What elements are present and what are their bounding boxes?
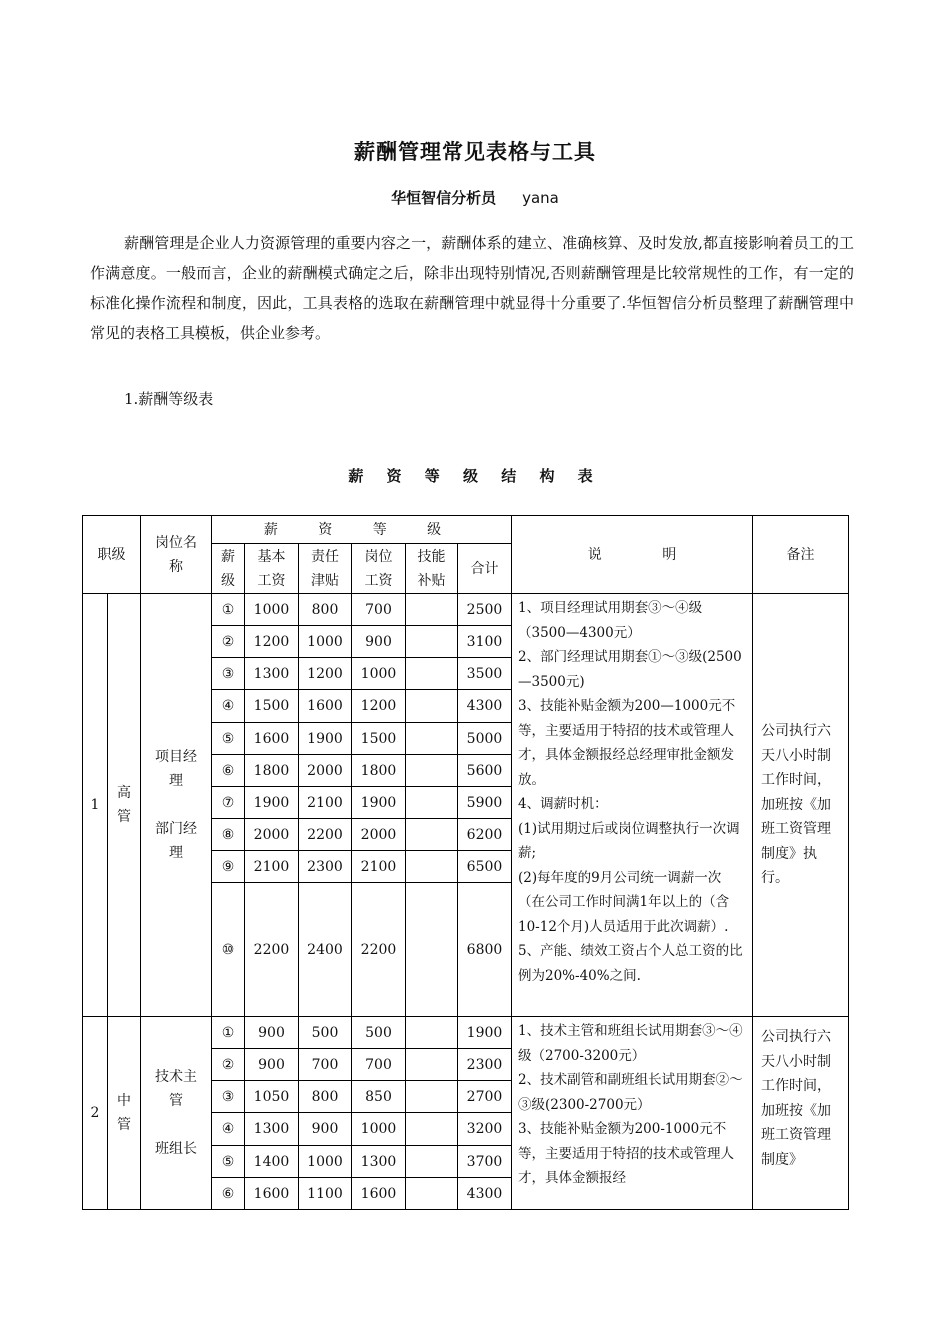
g2-r6-grade: ⑥ — [212, 1178, 245, 1210]
g2-r1-base: 900 — [245, 1017, 299, 1049]
g2-r2-duty: 700 — [299, 1049, 352, 1081]
g1-r6-total: 5600 — [458, 755, 512, 787]
g2-r4-post: 1000 — [352, 1113, 406, 1146]
header-base — [245, 544, 299, 594]
group-1-remark: 公司执行六天八小时制工作时间，加班按《加班工资管理制度》执行。 — [753, 594, 849, 1017]
g1-expl-6: (2)每年度的9月公司统一调薪一次（在公司工作时间满1年以上的（含10-12个月)人员适用于此次调薪）. — [518, 869, 730, 935]
g2-r4-duty: 900 — [299, 1113, 352, 1146]
g1-r6-base: 1800 — [245, 755, 299, 787]
g1-expl-4: 4、调薪时机： — [518, 796, 608, 812]
g2-r4-skill — [406, 1113, 458, 1146]
header-grade — [212, 544, 245, 594]
g1-r4-grade: ④ — [212, 690, 245, 723]
g1-r1-total: 2500 — [458, 594, 512, 626]
g2-r6-base: 1600 — [245, 1178, 299, 1210]
g1-r9-post: 2100 — [352, 851, 406, 883]
group-2-positions — [141, 1017, 212, 1210]
g2-r3-duty: 800 — [299, 1081, 352, 1113]
g2-r6-skill — [406, 1178, 458, 1210]
g1-r4-duty: 1600 — [299, 690, 352, 723]
g1-r10-base: 2200 — [245, 883, 299, 1017]
header-explanation: 说 明 — [512, 516, 753, 594]
group-2-remark: 公司执行六天八小时制工作时间，加班按《加班工资管理制度》 — [753, 1017, 849, 1210]
g2-expl-1: 1、技术主管和班组长试用期套③～④级（2700-3200元） — [518, 1023, 743, 1064]
g1-r3-skill — [406, 658, 458, 690]
author-label: 华恒智信分析员 — [391, 189, 497, 207]
group-2-explanation — [512, 1017, 753, 1210]
group-2-level-text: 中管 — [117, 1093, 131, 1133]
g1-r10-skill — [406, 883, 458, 1017]
g1-r7-skill — [406, 787, 458, 819]
g1-r4-post: 1200 — [352, 690, 406, 723]
group-1-position-2: 部门经理 — [155, 821, 197, 861]
g1-r5-base: 1600 — [245, 723, 299, 755]
salary-grade-table — [82, 515, 849, 1210]
g1-expl-5: (1)试用期过后或岗位调整执行一次调薪; — [518, 820, 740, 861]
g2-r2-post: 700 — [352, 1049, 406, 1081]
group-2-position-2: 班组长 — [155, 1141, 197, 1157]
header-base-text: 基本工资 — [257, 548, 286, 589]
group-2-explanation-list — [518, 1019, 748, 1191]
g2-r5-total: 3700 — [458, 1146, 512, 1178]
g1-expl-2: 2、部门经理试用期套①～③级(2500—3500元) — [518, 649, 742, 690]
header-salary-grade: 薪 资 等 级 — [212, 516, 512, 544]
g2-r1-grade: ① — [212, 1017, 245, 1049]
g1-r2-post: 900 — [352, 626, 406, 658]
group-1-no: 1 — [83, 594, 108, 1017]
g2-r3-base: 1050 — [245, 1081, 299, 1113]
author-name: yana — [522, 189, 559, 207]
g1-r2-base: 1200 — [245, 626, 299, 658]
g2-r5-grade: ⑤ — [212, 1146, 245, 1178]
g1-r2-skill — [406, 626, 458, 658]
g2-r3-post: 850 — [352, 1081, 406, 1113]
g1-expl-1: 1、项目经理试用期套③～④级（3500—4300元） — [518, 600, 703, 641]
g1-r9-duty: 2300 — [299, 851, 352, 883]
group-1-explanation-list — [518, 596, 748, 988]
g2-r2-total: 2300 — [458, 1049, 512, 1081]
g2-r4-total: 3200 — [458, 1113, 512, 1146]
g1-r9-skill — [406, 851, 458, 883]
g1-r6-grade: ⑥ — [212, 755, 245, 787]
group-1-position-1: 项目经理 — [155, 749, 197, 789]
g1-r6-skill — [406, 755, 458, 787]
g1-r1-duty: 800 — [299, 594, 352, 626]
g1-r8-duty: 2200 — [299, 819, 352, 851]
g2-r2-skill — [406, 1049, 458, 1081]
g2-expl-3: 3、技能补贴金额为200-1000元不等，主要适用于特招的技术或管理人才，具体金额报经 — [518, 1121, 734, 1186]
g2-r6-duty: 1100 — [299, 1178, 352, 1210]
g1-expl-7: 5、产能、绩效工资占个人总工资的比例为20%-40%之间. — [518, 943, 743, 984]
group-2-level — [108, 1017, 141, 1210]
g1-r4-total: 4300 — [458, 690, 512, 723]
header-post — [352, 544, 406, 594]
g1-r6-post: 1800 — [352, 755, 406, 787]
g1-r10-duty: 2400 — [299, 883, 352, 1017]
intro-paragraph: 薪酬管理是企业人力资源管理的重要内容之一，薪酬体系的建立、准确核算、及时发放,都直接影响着员工的工作满意度。一般而言，企业的薪酬模式确定之后，除非出现特别情况,否则薪酬管理是比较常规性的工作，有一定的标准化操作流程和制度，因此，工具表格的选取在薪酬管理中就显得十分重要了.华恒智信分析员整理了薪酬管理中常见的表格工具模板，供企业参考。 — [90, 234, 854, 342]
g1-r7-duty: 2100 — [299, 787, 352, 819]
g1-r1-skill — [406, 594, 458, 626]
g2-r3-grade: ③ — [212, 1081, 245, 1113]
g1-r10-grade: ⑩ — [212, 883, 245, 1017]
g1-r8-grade: ⑧ — [212, 819, 245, 851]
g1-expl-3: 3、技能补贴金额为200—1000元不等，主要适用于特招的技术或管理人才，具体金额报经总经理审批金额发放。 — [518, 698, 736, 788]
g2-r5-duty: 1000 — [299, 1146, 352, 1178]
g1-r7-base: 1900 — [245, 787, 299, 819]
g2-r5-post: 1300 — [352, 1146, 406, 1178]
group-1-level-text: 高管 — [117, 785, 131, 825]
document-title: 薪酬管理常见表格与工具 — [354, 139, 596, 164]
g1-r6-duty: 2000 — [299, 755, 352, 787]
group-1-level — [108, 594, 141, 1017]
g2-r2-base: 900 — [245, 1049, 299, 1081]
g1-r8-skill — [406, 819, 458, 851]
g1-r10-post: 2200 — [352, 883, 406, 1017]
g1-r1-base: 1000 — [245, 594, 299, 626]
g2-r5-base: 1400 — [245, 1146, 299, 1178]
g1-r3-grade: ③ — [212, 658, 245, 690]
header-grade-text: 薪级 — [221, 548, 235, 589]
g2-r3-skill — [406, 1081, 458, 1113]
g2-r4-base: 1300 — [245, 1113, 299, 1146]
g2-r5-skill — [406, 1146, 458, 1178]
section-heading: 1.薪酬等级表 — [124, 390, 214, 408]
header-remark: 备注 — [753, 516, 849, 594]
g2-r1-skill — [406, 1017, 458, 1049]
table-title: 薪 资 等 级 结 构 表 — [348, 467, 602, 485]
g1-r5-duty: 1900 — [299, 723, 352, 755]
header-skill — [406, 544, 458, 594]
g1-r5-total: 5000 — [458, 723, 512, 755]
g1-r5-skill — [406, 723, 458, 755]
header-position — [141, 516, 212, 594]
header-level: 职级 — [83, 516, 141, 594]
g2-r4-grade: ④ — [212, 1113, 245, 1146]
g2-r6-total: 4300 — [458, 1178, 512, 1210]
g2-r3-total: 2700 — [458, 1081, 512, 1113]
g2-r6-post: 1600 — [352, 1178, 406, 1210]
group-1-positions — [141, 594, 212, 1017]
g1-r7-post: 1900 — [352, 787, 406, 819]
g2-r2-grade: ② — [212, 1049, 245, 1081]
group-2-position-1: 技术主管 — [155, 1069, 197, 1109]
g2-r1-total: 1900 — [458, 1017, 512, 1049]
group-2-no: 2 — [83, 1017, 108, 1210]
g1-r5-grade: ⑤ — [212, 723, 245, 755]
author-line — [0, 187, 950, 208]
g1-r2-grade: ② — [212, 626, 245, 658]
g1-r8-base: 2000 — [245, 819, 299, 851]
g1-r4-base: 1500 — [245, 690, 299, 723]
header-total: 合计 — [458, 544, 512, 594]
header-skill-text: 技能补贴 — [417, 548, 446, 589]
g1-r7-total: 5900 — [458, 787, 512, 819]
g2-expl-2: 2、技术副管和副班组长试用期套②～③级(2300-2700元） — [518, 1072, 743, 1113]
g2-r1-post: 500 — [352, 1017, 406, 1049]
header-post-text: 岗位工资 — [364, 548, 393, 589]
g1-r9-grade: ⑨ — [212, 851, 245, 883]
g1-r2-duty: 1000 — [299, 626, 352, 658]
g1-r9-total: 6500 — [458, 851, 512, 883]
g1-r4-skill — [406, 690, 458, 723]
g1-r1-grade: ① — [212, 594, 245, 626]
g2-r1-duty: 500 — [299, 1017, 352, 1049]
g1-r2-total: 3100 — [458, 626, 512, 658]
g1-r8-post: 2000 — [352, 819, 406, 851]
g1-r10-total: 6800 — [458, 883, 512, 1017]
header-duty — [299, 544, 352, 594]
g1-r9-base: 2100 — [245, 851, 299, 883]
g1-r1-post: 700 — [352, 594, 406, 626]
g1-r3-post: 1000 — [352, 658, 406, 690]
header-duty-text: 责任津贴 — [311, 548, 339, 589]
g1-r3-base: 1300 — [245, 658, 299, 690]
group-1-explanation — [512, 594, 753, 1017]
header-position-text: 岗位名称 — [155, 534, 197, 575]
g1-r5-post: 1500 — [352, 723, 406, 755]
g1-r8-total: 6200 — [458, 819, 512, 851]
g1-r3-duty: 1200 — [299, 658, 352, 690]
g1-r7-grade: ⑦ — [212, 787, 245, 819]
g1-r3-total: 3500 — [458, 658, 512, 690]
